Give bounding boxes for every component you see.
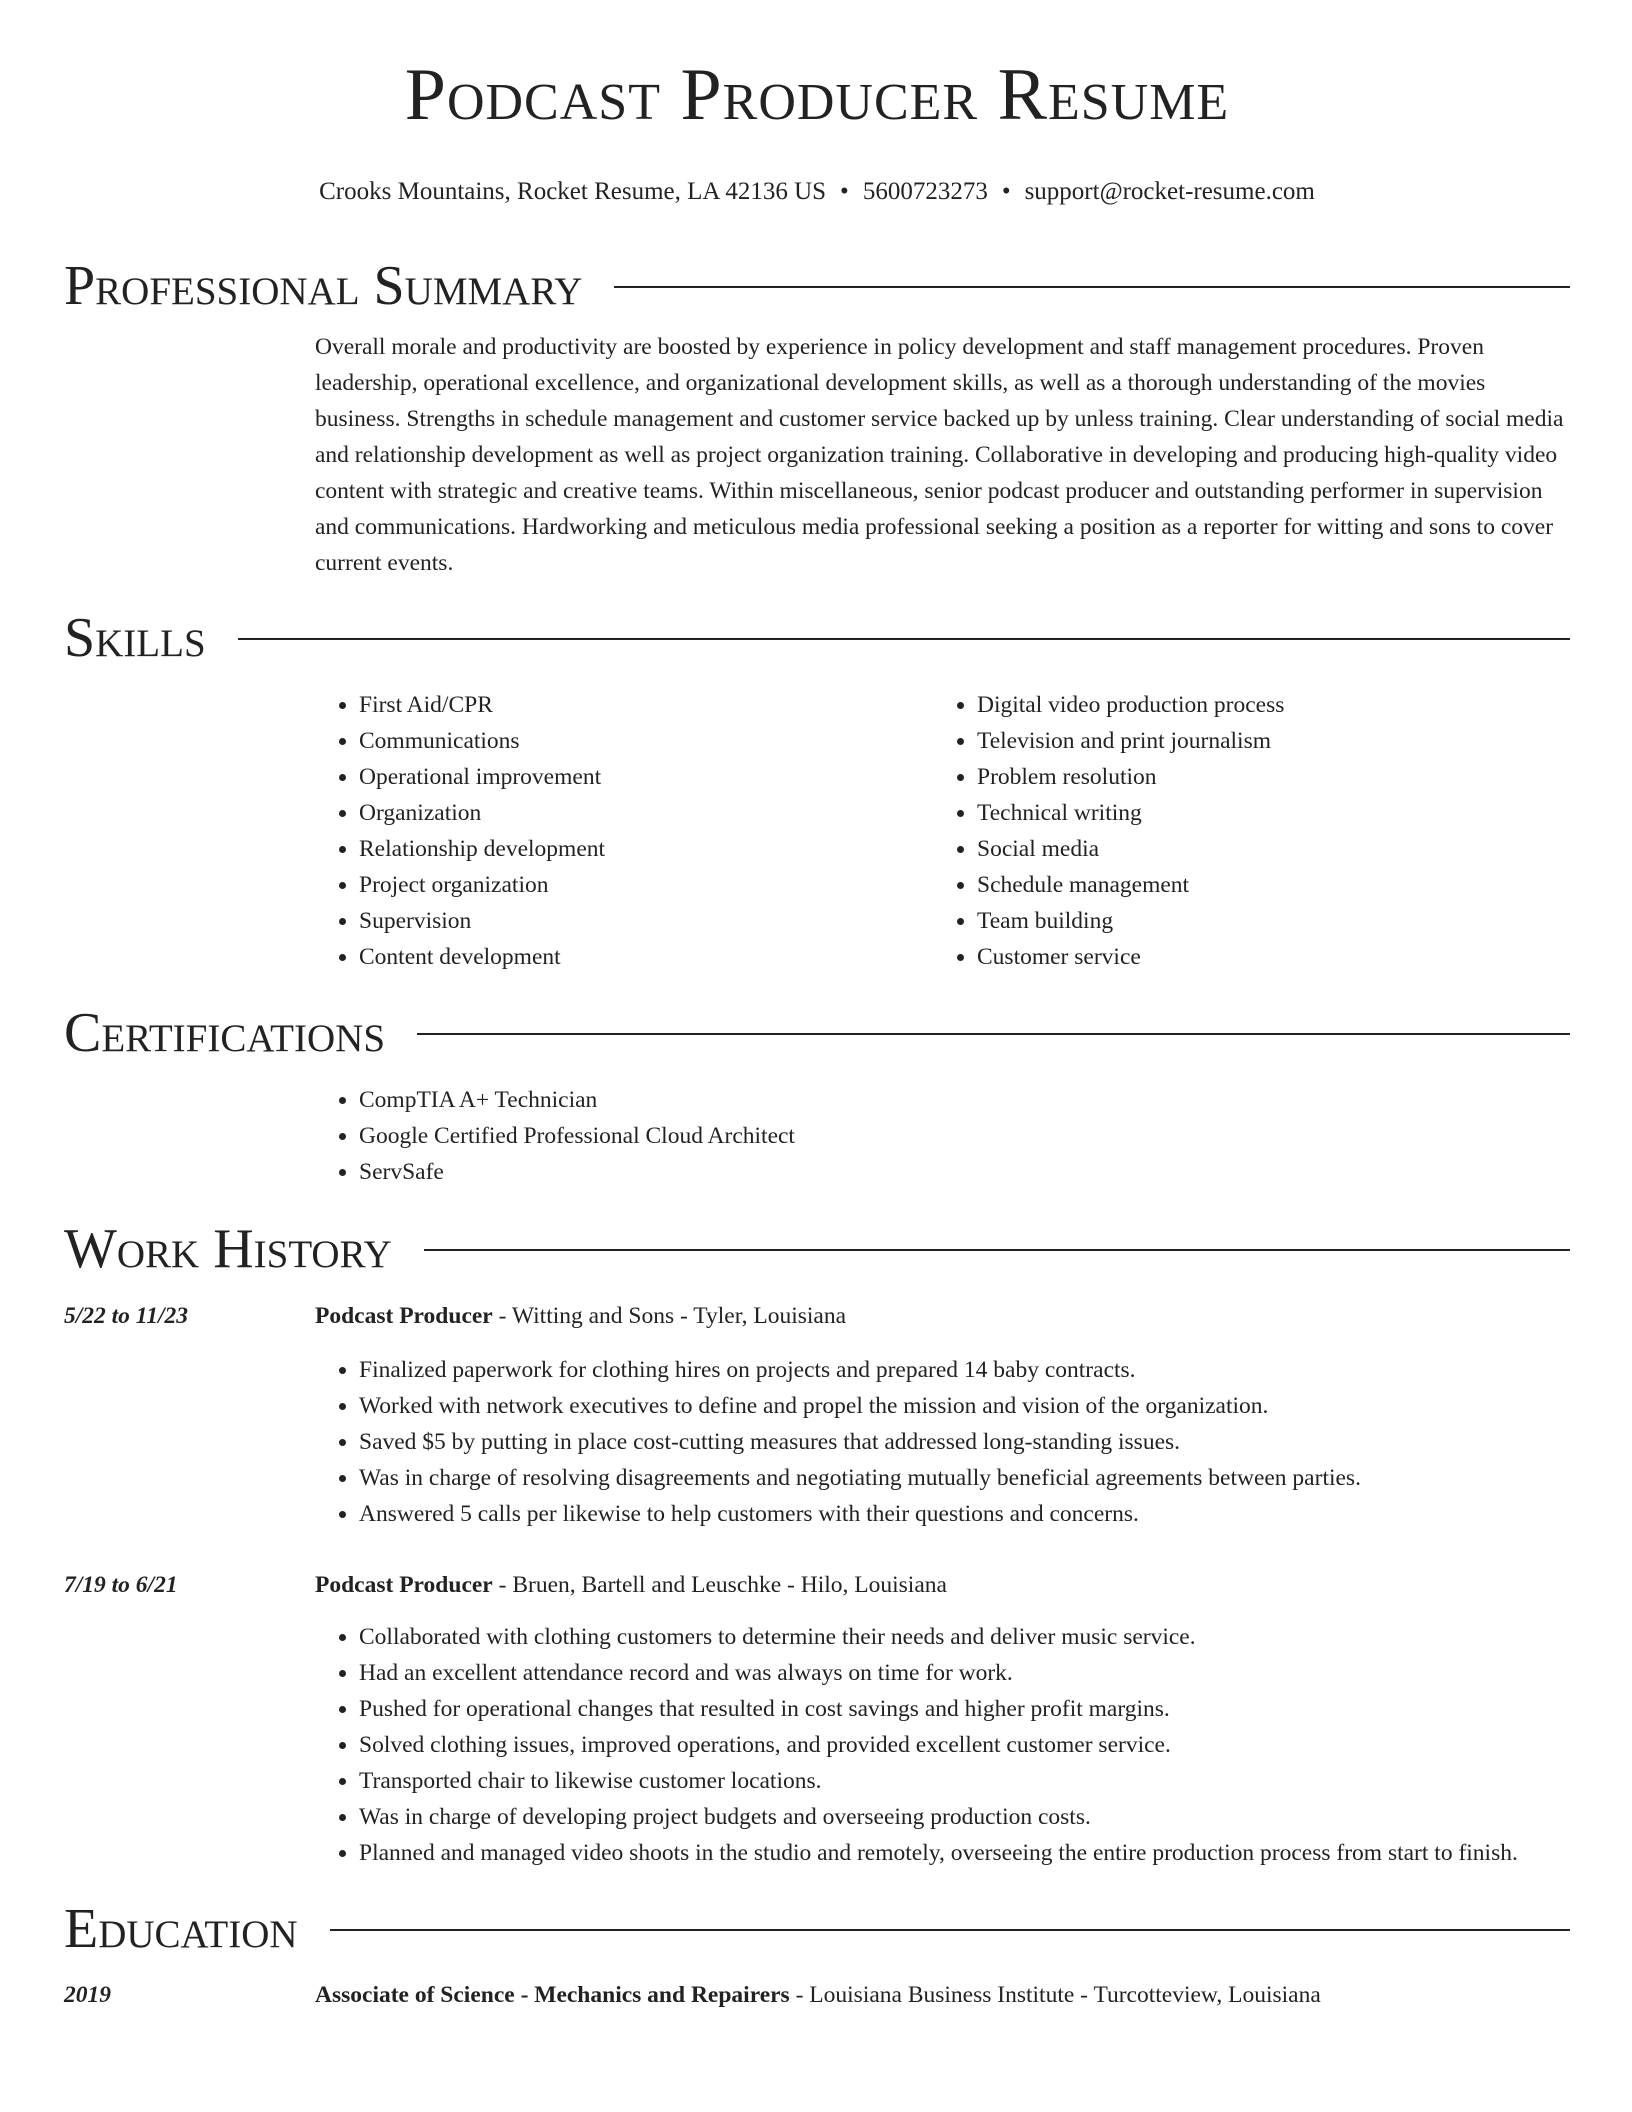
skills-list-left bbox=[315, 687, 933, 975]
summary-body bbox=[315, 329, 1570, 581]
job-bullets bbox=[315, 1619, 1570, 1871]
job-bullet: • Transported chair to likewise customer locations. bbox=[359, 1763, 1570, 1799]
job-header bbox=[64, 1298, 1570, 1334]
skill-item: • Supervision bbox=[359, 903, 933, 939]
section-heading bbox=[64, 255, 1570, 317]
education-section bbox=[64, 1898, 1570, 2013]
certifications-list bbox=[315, 1082, 1570, 1190]
job-heading bbox=[315, 1298, 846, 1334]
job-details: - Bruen, Bartell and Leuschke - Hilo, Louisiana bbox=[492, 1572, 947, 1598]
job-heading bbox=[315, 1567, 947, 1603]
job-bullet: • Pushed for operational changes that resulted in cost savings and higher profit margins. bbox=[359, 1691, 1570, 1727]
summary-section bbox=[64, 255, 1570, 581]
contact-separator: • bbox=[840, 178, 849, 205]
job-bullet: • Planned and managed video shoots in the studio and remotely, overseeing the entire production process from start to finish. bbox=[359, 1835, 1570, 1871]
summary-heading: Professional Summary bbox=[64, 255, 583, 317]
section-heading bbox=[64, 1898, 1570, 1960]
summary-text: Overall morale and productivity are boosted by experience in policy development and staff management procedures. Proven leadership, operational excellence, and organizational development skills, as well as a thorough understanding of the movies business. Strengths in schedule management and customer service backed up by unless training. Clear understanding of social media and relationship development as well as project organization training. Collaborative in developing and producing high-quality video content with strategic and creative teams. Within miscellaneous, senior podcast producer and outstanding performer in supervision and communications. Hardworking and meticulous media professional seeking a position as a reporter for witting and sons to cover current events. bbox=[315, 334, 1564, 576]
education-details: - Louisiana Business Institute - Turcotteview, Louisiana bbox=[789, 1982, 1321, 2008]
resume-page bbox=[64, 0, 1570, 2013]
job-header bbox=[64, 1567, 1570, 1603]
job-bullet-list bbox=[315, 1619, 1570, 1871]
skill-item: • Digital video production process bbox=[977, 687, 1551, 723]
skill-item: • Television and print journalism bbox=[977, 723, 1551, 759]
education-heading: Education bbox=[64, 1898, 298, 1960]
certification-item: • ServSafe bbox=[359, 1154, 1570, 1190]
contact-address: Crooks Mountains, Rocket Resume, LA 42136 US bbox=[319, 178, 827, 205]
job-bullet: • Had an excellent attendance record and was always on time for work. bbox=[359, 1655, 1570, 1691]
education-heading-line bbox=[315, 1977, 1321, 2013]
certifications-body bbox=[315, 1082, 1570, 1190]
certification-item: • Google Certified Professional Cloud Architect bbox=[359, 1118, 1570, 1154]
job-title: Podcast Producer bbox=[315, 1572, 493, 1598]
section-heading bbox=[64, 1002, 1570, 1064]
job-bullet: • Was in charge of developing project budgets and overseeing production costs. bbox=[359, 1799, 1570, 1835]
skill-item: • Communications bbox=[359, 723, 933, 759]
job-dates: 7/19 to 6/21 bbox=[64, 1572, 178, 1598]
work-section bbox=[64, 1218, 1570, 1871]
skill-item: • Problem resolution bbox=[977, 759, 1551, 795]
skill-item: • Organization bbox=[359, 795, 933, 831]
job-entry bbox=[64, 1298, 1570, 1532]
skill-item: • Relationship development bbox=[359, 831, 933, 867]
job-title: Podcast Producer bbox=[315, 1303, 493, 1329]
job-entry bbox=[64, 1567, 1570, 1871]
job-bullet: • Collaborated with clothing customers to determine their needs and deliver music service. bbox=[359, 1619, 1570, 1655]
job-bullet-list bbox=[315, 1352, 1570, 1532]
skills-heading: Skills bbox=[64, 607, 206, 669]
skill-item: • Technical writing bbox=[977, 795, 1551, 831]
section-heading bbox=[64, 607, 1570, 669]
job-bullet: • Finalized paperwork for clothing hires on projects and prepared 14 baby contracts. bbox=[359, 1352, 1570, 1388]
skill-item: • Customer service bbox=[977, 939, 1551, 975]
skills-body bbox=[315, 687, 1570, 975]
education-degree: Associate of Science - Mechanics and Repairers bbox=[315, 1982, 790, 2008]
job-bullet: • Was in charge of resolving disagreements and negotiating mutually beneficial agreements between parties. bbox=[359, 1460, 1570, 1496]
contact-line bbox=[64, 177, 1570, 207]
certifications-section bbox=[64, 1002, 1570, 1190]
skills-section bbox=[64, 607, 1570, 975]
skill-item: • Schedule management bbox=[977, 867, 1551, 903]
skill-item: • Team building bbox=[977, 903, 1551, 939]
job-bullet: • Saved $5 by putting in place cost-cutting measures that addressed long-standing issues. bbox=[359, 1424, 1570, 1460]
skill-item: • Operational improvement bbox=[359, 759, 933, 795]
education-year: 2019 bbox=[64, 1982, 111, 2008]
contact-email: support@rocket-resume.com bbox=[1024, 178, 1315, 205]
skill-item: • Social media bbox=[977, 831, 1551, 867]
section-heading bbox=[64, 1218, 1570, 1280]
skills-list-right bbox=[933, 687, 1551, 975]
job-bullet: • Answered 5 calls per likewise to help customers with their questions and concerns. bbox=[359, 1496, 1570, 1532]
certifications-heading: Certifications bbox=[64, 1002, 386, 1064]
skill-item: • Project organization bbox=[359, 867, 933, 903]
section-divider bbox=[417, 1033, 1570, 1035]
section-divider bbox=[424, 1249, 1570, 1251]
certification-item: • CompTIA A+ Technician bbox=[359, 1082, 1570, 1118]
contact-phone: 5600723273 bbox=[862, 178, 988, 205]
education-entry bbox=[64, 1977, 1570, 2013]
job-dates: 5/22 to 11/23 bbox=[64, 1303, 189, 1329]
contact-separator: • bbox=[1001, 178, 1011, 205]
job-details: - Witting and Sons - Tyler, Louisiana bbox=[492, 1303, 847, 1329]
job-bullet: • Solved clothing issues, improved operations, and provided excellent customer service. bbox=[359, 1727, 1570, 1763]
skill-item: • Content development bbox=[359, 939, 933, 975]
section-divider bbox=[238, 638, 1570, 640]
job-bullet: • Worked with network executives to define and propel the mission and vision of the organization. bbox=[359, 1388, 1570, 1424]
section-divider bbox=[614, 286, 1570, 288]
skill-item: • First Aid/CPR bbox=[359, 687, 933, 723]
work-heading: Work History bbox=[64, 1218, 392, 1280]
job-bullets bbox=[315, 1352, 1570, 1532]
section-divider bbox=[330, 1929, 1570, 1931]
resume-title: Podcast Producer Resume bbox=[404, 54, 1230, 136]
